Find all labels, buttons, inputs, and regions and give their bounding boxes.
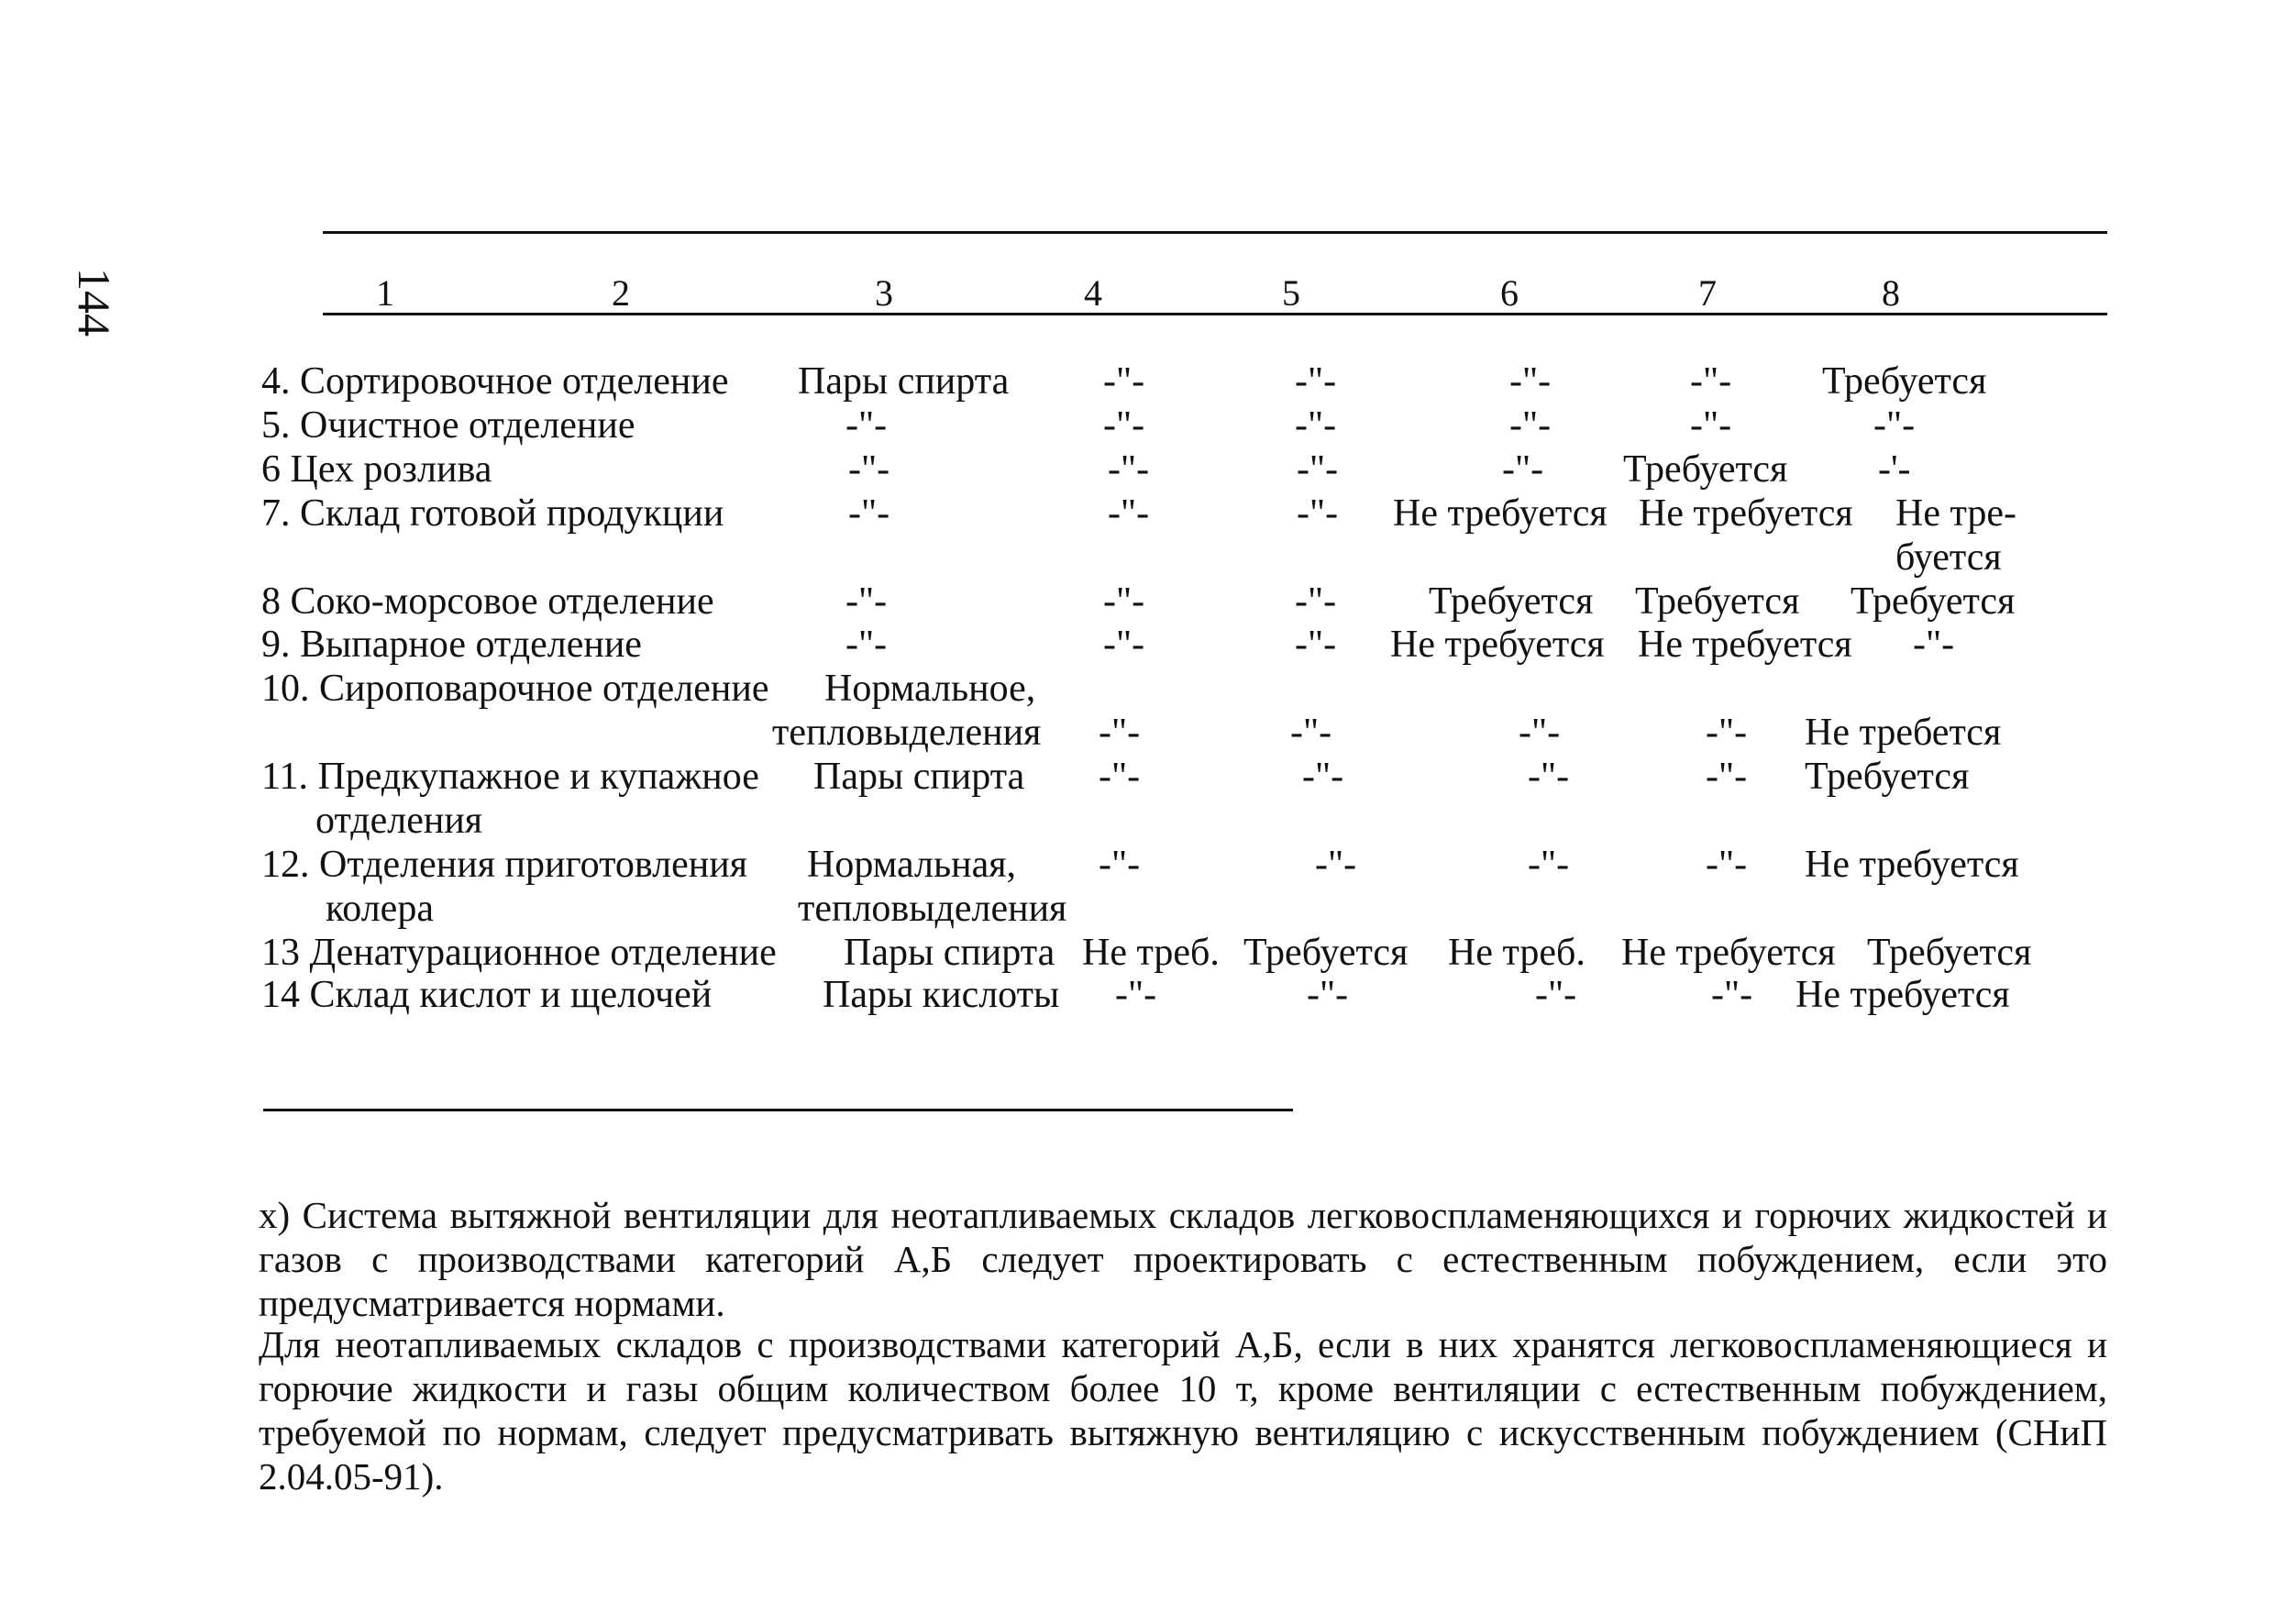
cell-value: -"- bbox=[1706, 712, 1748, 754]
page-number: 144 bbox=[69, 268, 120, 337]
cell-value: -"- bbox=[1115, 974, 1157, 1016]
cell-value: тепловыделения bbox=[798, 888, 1067, 930]
table-header-rule bbox=[323, 313, 2107, 315]
column-number: 2 bbox=[612, 272, 630, 314]
cell-value: -"- bbox=[1099, 712, 1141, 754]
column-number: 7 bbox=[1698, 272, 1717, 314]
cell-value: -"- bbox=[1690, 360, 1732, 403]
cell-name: 6 Цех розлива bbox=[261, 448, 492, 491]
cell-value: Не требется bbox=[1805, 712, 2002, 754]
cell-value: Пары спирта bbox=[844, 932, 1055, 974]
cell-value: Пары спирта bbox=[798, 360, 1010, 403]
cell-value: Требуется bbox=[1822, 360, 1987, 403]
cell-value: -"- bbox=[1509, 404, 1552, 447]
cell-value: буется bbox=[1895, 536, 2002, 579]
cell-value: -"- bbox=[1315, 844, 1357, 886]
cell-value: Не требуется bbox=[1390, 624, 1605, 666]
cell-value: -"- bbox=[1690, 404, 1732, 447]
footnote-paragraph-1: х) Система вытяжной вентиляции для неотапливаемых складов легковоспламеняющихся и горючих жидкостей и газов с производствами категорий А,Б следует проектировать с естественным побуждением, если это предусматривается нормами. bbox=[259, 1194, 2107, 1324]
cell-value: -"- bbox=[1509, 360, 1552, 403]
cell-name: 14 Склад кислот и щелочей bbox=[261, 974, 713, 1016]
cell-value: -"- bbox=[1535, 974, 1577, 1016]
cell-value: Не треб. bbox=[1082, 932, 1220, 974]
cell-name: 12. Отделения приготовления bbox=[261, 844, 748, 886]
cell-value: Требуется bbox=[1851, 580, 2016, 623]
column-number: 8 bbox=[1882, 272, 1900, 314]
cell-value: Пары кислоты bbox=[823, 974, 1060, 1016]
cell-value: Нормальное, bbox=[824, 668, 1036, 710]
cell-value: Не требуется bbox=[1795, 974, 2010, 1016]
cell-value: Не требуется bbox=[1805, 844, 2019, 886]
footnote-paragraph-2: Для неотапливаемых складов с производствами категорий А,Б, если в них хранятся легковоспламеняющиеся и горючие жидкости и газы общим количеством более 10 т, кроме вентиляции с естественным побуждением, требуемой по нормам, следует предусматривать вытяжную вентиляцию с искусственным побуждением (СНиП 2.04.05-91). bbox=[259, 1323, 2107, 1497]
cell-value: -"- bbox=[1302, 756, 1344, 798]
cell-value: -"- bbox=[1099, 844, 1141, 886]
cell-value: Требуется bbox=[1635, 580, 1800, 623]
cell-value: -"- bbox=[1290, 712, 1332, 754]
cell-name: 5. Очистное отделение bbox=[261, 404, 635, 447]
cell-value: -"- bbox=[1295, 624, 1337, 666]
cell-name: 10. Сироповарочное отделение bbox=[261, 668, 769, 710]
cell-value: Требуется bbox=[1429, 580, 1594, 623]
cell-value: -"- bbox=[1913, 624, 1955, 666]
cell-name: 13 Денатурационное отделение bbox=[261, 932, 777, 974]
cell-value: Нормальная, bbox=[807, 844, 1017, 886]
cell-value: -"- bbox=[1103, 404, 1145, 447]
cell-name: 4. Сортировочное отделение bbox=[261, 360, 729, 403]
cell-value: Требуется bbox=[1805, 756, 1970, 798]
cell-value: Пары спирта bbox=[813, 756, 1025, 798]
cell-value: -"- bbox=[1295, 580, 1337, 623]
cell-value: -"- bbox=[1108, 492, 1150, 535]
cell-value: -"- bbox=[1706, 844, 1748, 886]
cell-value: -"- bbox=[1103, 580, 1145, 623]
column-number: 5 bbox=[1282, 272, 1300, 314]
cell-value: Не треб. bbox=[1448, 932, 1585, 974]
cell-value: Требуется bbox=[1623, 448, 1788, 491]
cell-value: -"- bbox=[1528, 844, 1570, 886]
cell-name: 9. Выпарное отделение bbox=[261, 624, 642, 666]
column-number: 4 bbox=[1084, 272, 1102, 314]
cell-value: Требуется bbox=[1243, 932, 1409, 974]
cell-value: -"- bbox=[1706, 756, 1748, 798]
cell-value: -"- bbox=[1108, 448, 1150, 491]
column-number: 6 bbox=[1500, 272, 1519, 314]
cell-value: -"- bbox=[1873, 404, 1916, 447]
cell-value: -"- bbox=[1295, 360, 1337, 403]
cell-value: тепловыделения bbox=[772, 712, 1042, 754]
cell-value: -"- bbox=[1502, 448, 1544, 491]
cell-name: колера bbox=[326, 888, 434, 930]
cell-value: Не требуется bbox=[1393, 492, 1608, 535]
cell-value: -'- bbox=[1878, 448, 1911, 491]
cell-value: Требуется bbox=[1867, 932, 2032, 974]
cell-name: отделения bbox=[315, 800, 483, 842]
cell-name: 8 Соко-морсовое отделение bbox=[261, 580, 714, 623]
footnote-separator bbox=[263, 1109, 1293, 1111]
cell-value: -"- bbox=[1297, 448, 1339, 491]
cell-value: -"- bbox=[1519, 712, 1561, 754]
cell-value: -"- bbox=[845, 624, 888, 666]
column-number: 1 bbox=[376, 272, 394, 314]
cell-value: Не требуется bbox=[1638, 624, 1852, 666]
cell-value: Не тре- bbox=[1895, 492, 2016, 535]
cell-value: -"- bbox=[1099, 756, 1141, 798]
cell-name: 7. Склад готовой продукции bbox=[261, 492, 724, 535]
cell-value: -"- bbox=[1103, 360, 1145, 403]
cell-value: -"- bbox=[1528, 756, 1570, 798]
cell-value: -"- bbox=[848, 448, 890, 491]
cell-value: Не требуется bbox=[1639, 492, 1853, 535]
cell-value: Не требуется bbox=[1621, 932, 1836, 974]
cell-value: -"- bbox=[1711, 974, 1753, 1016]
cell-value: -"- bbox=[1295, 404, 1337, 447]
cell-value: -"- bbox=[845, 404, 888, 447]
cell-name: 11. Предкупажное и купажное bbox=[261, 756, 759, 798]
cell-value: -"- bbox=[1297, 492, 1339, 535]
cell-value: -"- bbox=[1307, 974, 1349, 1016]
cell-value: -"- bbox=[848, 492, 890, 535]
column-number: 3 bbox=[875, 272, 893, 314]
cell-value: -"- bbox=[845, 580, 888, 623]
cell-value: -"- bbox=[1103, 624, 1145, 666]
table-top-rule bbox=[323, 231, 2107, 234]
